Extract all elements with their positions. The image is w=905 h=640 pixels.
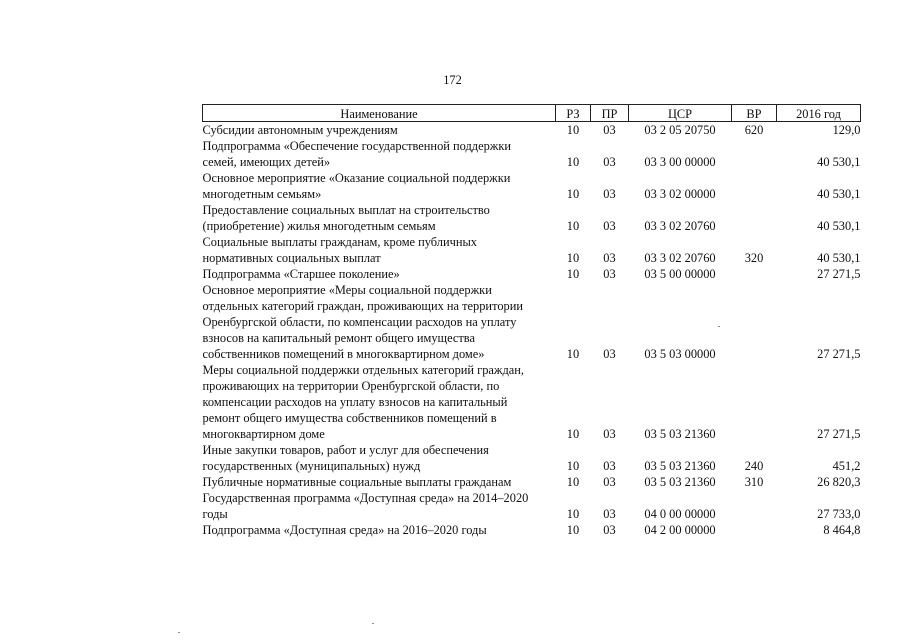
row-name-line: годы xyxy=(202,507,228,521)
row-name xyxy=(203,490,556,522)
row-pr: 03 xyxy=(603,347,616,361)
page-number: 172 xyxy=(443,73,462,87)
row-name-line: Подпрограмма «Доступная среда» на 2016–2020 годы xyxy=(202,523,487,537)
row-name-line: Основное мероприятие «Оказание социальной поддержки xyxy=(202,171,511,185)
row-name-line: (приобретение) жилья многодетным семьям xyxy=(202,219,436,233)
row-vr: 310 xyxy=(744,475,764,489)
row-rz: 10 xyxy=(566,427,580,441)
row-rz: 10 xyxy=(566,475,580,489)
row-vr xyxy=(732,202,777,234)
row-name-line: Подпрограмма «Обеспечение государственной поддержки xyxy=(202,139,511,153)
row-rz: 10 xyxy=(566,123,580,137)
row-name-line: Оренбургской области, по компенсации расходов на уплату xyxy=(202,315,517,329)
row-csr: 03 5 03 00000 xyxy=(644,347,716,361)
row-pr: 03 xyxy=(603,123,616,137)
header-sum: 2016 год xyxy=(777,105,861,122)
row-sum: 26 820,3 xyxy=(817,475,861,489)
header-rz: РЗ xyxy=(556,105,591,122)
row-sum: 451,2 xyxy=(832,459,861,473)
row-name xyxy=(203,202,556,234)
row-name-line: Основное мероприятие «Меры социальной поддержки xyxy=(202,283,492,297)
row-sum: 27 733,0 xyxy=(817,507,861,521)
row-name-line: многоквартирном доме xyxy=(202,427,325,441)
row-name-line: Социальные выплаты гражданам, кроме публичных xyxy=(202,235,477,249)
table-row xyxy=(203,266,861,282)
row-vr xyxy=(732,170,777,202)
row-vr: 620 xyxy=(744,123,764,137)
row-name xyxy=(203,442,556,474)
table-row xyxy=(203,138,861,170)
row-vr xyxy=(732,522,777,538)
row-csr: 03 5 03 21360 xyxy=(644,427,716,441)
row-name-line: отдельных категорий граждан, проживающих на территории xyxy=(202,299,523,313)
row-csr: 03 3 00 00000 xyxy=(644,155,716,169)
table-row xyxy=(203,490,861,522)
row-pr: 03 xyxy=(603,475,616,489)
row-name xyxy=(203,122,556,139)
table-row xyxy=(203,442,861,474)
row-pr: 03 xyxy=(603,251,616,265)
row-csr: 04 2 00 00000 xyxy=(644,523,716,537)
row-name-line: многодетным семьям» xyxy=(202,187,322,201)
scan-speck xyxy=(718,326,720,327)
table-row xyxy=(203,234,861,266)
row-rz: 10 xyxy=(566,459,580,473)
row-rz: 10 xyxy=(566,251,580,265)
row-name-line: Подпрограмма «Старшее поколение» xyxy=(202,267,400,281)
table-row xyxy=(203,122,861,139)
row-rz: 10 xyxy=(566,347,580,361)
row-vr xyxy=(732,282,777,362)
row-csr: 03 3 02 00000 xyxy=(644,187,716,201)
row-sum: 8 464,8 xyxy=(823,523,861,537)
row-name xyxy=(203,234,556,266)
row-rz: 10 xyxy=(566,155,580,169)
row-name-line: государственных (муниципальных) нужд xyxy=(202,459,421,473)
row-name-line: компенсации расходов на уплату взносов на капитальный xyxy=(202,395,508,409)
row-sum: 27 271,5 xyxy=(817,427,861,441)
row-name xyxy=(203,266,556,282)
row-vr xyxy=(732,490,777,522)
row-name-line: собственников помещений в многоквартирном доме» xyxy=(202,347,485,361)
scan-speck xyxy=(178,632,180,633)
table-row xyxy=(203,522,861,538)
row-name xyxy=(203,362,556,442)
row-name xyxy=(203,170,556,202)
row-name-line: Государственная программа «Доступная среда» на 2014–2020 xyxy=(202,491,529,505)
row-sum: 40 530,1 xyxy=(817,251,861,265)
row-vr xyxy=(732,362,777,442)
row-name-line: Предоставление социальных выплат на строительство xyxy=(202,203,490,217)
row-name-line: проживающих на территории Оренбургской области, по xyxy=(202,379,500,393)
row-name xyxy=(203,522,556,538)
scan-speck xyxy=(372,623,374,624)
row-sum: 27 271,5 xyxy=(817,267,861,281)
row-rz: 10 xyxy=(566,219,580,233)
row-vr xyxy=(732,138,777,170)
row-rz: 10 xyxy=(566,187,580,201)
header-vr: ВР xyxy=(732,105,777,122)
row-sum: 40 530,1 xyxy=(817,155,861,169)
row-name xyxy=(203,474,556,490)
table-row xyxy=(203,202,861,234)
row-name-line: семей, имеющих детей» xyxy=(202,155,331,169)
row-pr: 03 xyxy=(603,187,616,201)
row-csr: 03 3 02 20760 xyxy=(644,251,716,265)
row-sum: 40 530,1 xyxy=(817,219,861,233)
row-rz: 10 xyxy=(566,523,580,537)
table-row xyxy=(203,170,861,202)
row-csr: 03 5 00 00000 xyxy=(644,267,716,281)
row-sum: 40 530,1 xyxy=(817,187,861,201)
row-pr: 03 xyxy=(603,459,616,473)
table-header-row xyxy=(203,105,861,122)
row-sum: 129,0 xyxy=(832,123,861,137)
row-csr: 04 0 00 00000 xyxy=(644,507,716,521)
row-name-line: ремонт общего имущества собственников помещений в xyxy=(202,411,497,425)
row-rz: 10 xyxy=(566,267,580,281)
row-name-line: взносов на капитальный ремонт общего имущества xyxy=(202,331,475,345)
row-pr: 03 xyxy=(603,267,616,281)
row-name-line: Меры социальной поддержки отдельных категорий граждан, xyxy=(202,363,524,377)
row-csr: 03 5 03 21360 xyxy=(644,475,716,489)
row-sum: 27 271,5 xyxy=(817,347,861,361)
row-vr: 240 xyxy=(744,459,764,473)
row-name-line: Публичные нормативные социальные выплаты гражданам xyxy=(202,475,512,489)
table-row xyxy=(203,282,861,362)
row-csr: 03 3 02 20760 xyxy=(644,219,716,233)
row-name-line: нормативных социальных выплат xyxy=(202,251,381,265)
row-rz: 10 xyxy=(566,507,580,521)
row-pr: 03 xyxy=(603,219,616,233)
table-body xyxy=(203,122,861,539)
table-row xyxy=(203,474,861,490)
row-name-line: Иные закупки товаров, работ и услуг для обеспечения xyxy=(202,443,489,457)
header-pr: ПР xyxy=(591,105,629,122)
row-pr: 03 xyxy=(603,507,616,521)
row-pr: 03 xyxy=(603,427,616,441)
row-name xyxy=(203,138,556,170)
header-csr: ЦСР xyxy=(629,105,732,122)
row-vr: 320 xyxy=(744,251,764,265)
header-name: Наименование xyxy=(203,105,556,122)
row-csr: 03 5 03 21360 xyxy=(644,459,716,473)
budget-table xyxy=(202,104,861,538)
row-name-line: Субсидии автономным учреждениям xyxy=(202,123,398,137)
row-vr xyxy=(732,266,777,282)
row-name xyxy=(203,282,556,362)
table-row xyxy=(203,362,861,442)
row-csr: 03 2 05 20750 xyxy=(644,123,716,137)
row-pr: 03 xyxy=(603,155,616,169)
row-pr: 03 xyxy=(603,523,616,537)
